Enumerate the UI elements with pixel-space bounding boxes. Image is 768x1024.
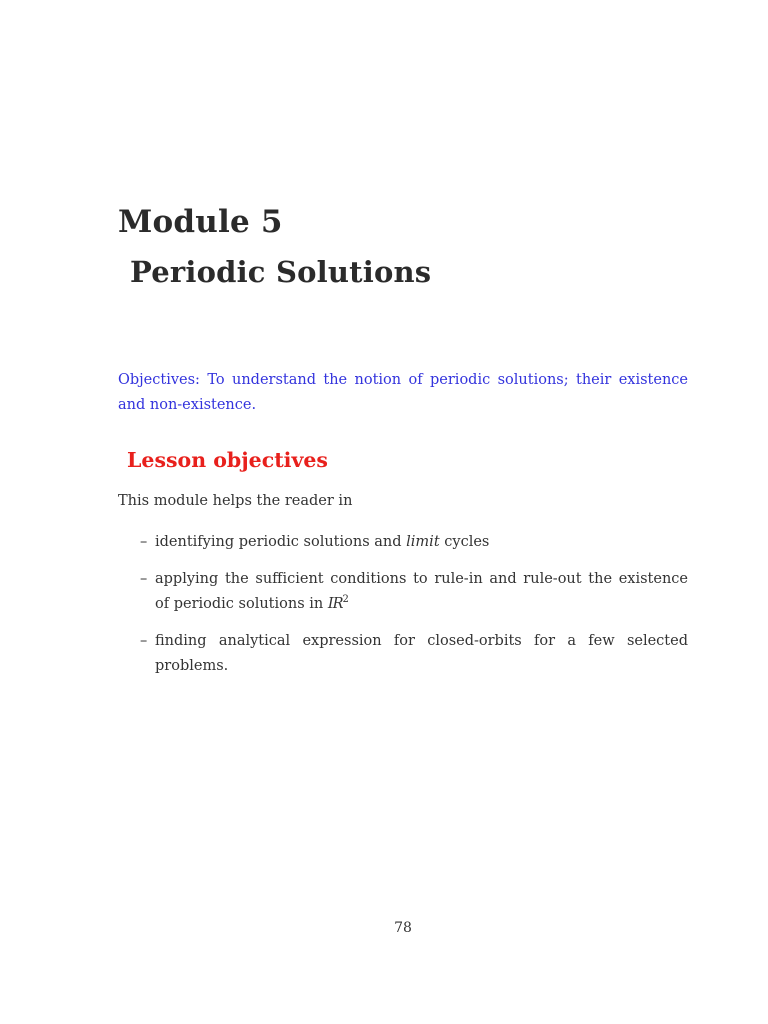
list-item bbox=[140, 629, 688, 679]
list-item-text: identifying periodic solutions and bbox=[155, 534, 407, 550]
lesson-objectives-list bbox=[140, 530, 688, 691]
module-number-heading: Module 5 bbox=[118, 204, 283, 240]
list-item-emphasis: limit bbox=[406, 534, 440, 550]
module-title-heading: Periodic Solutions bbox=[130, 255, 432, 289]
superscript-two: 2 bbox=[342, 594, 349, 606]
list-item-text-after: cycles bbox=[439, 534, 490, 550]
list-dash: – bbox=[140, 633, 148, 649]
real-plane-symbol: IR bbox=[327, 596, 343, 612]
list-dash: – bbox=[140, 534, 148, 550]
list-item bbox=[140, 567, 688, 617]
list-item bbox=[140, 530, 688, 555]
lesson-intro-text: This module helps the reader in bbox=[118, 493, 353, 509]
lesson-objectives-heading: Lesson objectives bbox=[127, 448, 328, 472]
list-item-text: finding analytical expression for closed-orbits for a few selected problems. bbox=[155, 633, 688, 674]
objectives-paragraph: Objectives: To understand the notion of periodic solutions; their existence and non-existence. bbox=[118, 372, 688, 413]
list-item-text: applying the sufficient conditions to rule-in and rule-out the existence of periodic solutions in bbox=[155, 571, 688, 612]
page-number: 78 bbox=[394, 920, 412, 936]
list-dash: – bbox=[140, 571, 148, 587]
